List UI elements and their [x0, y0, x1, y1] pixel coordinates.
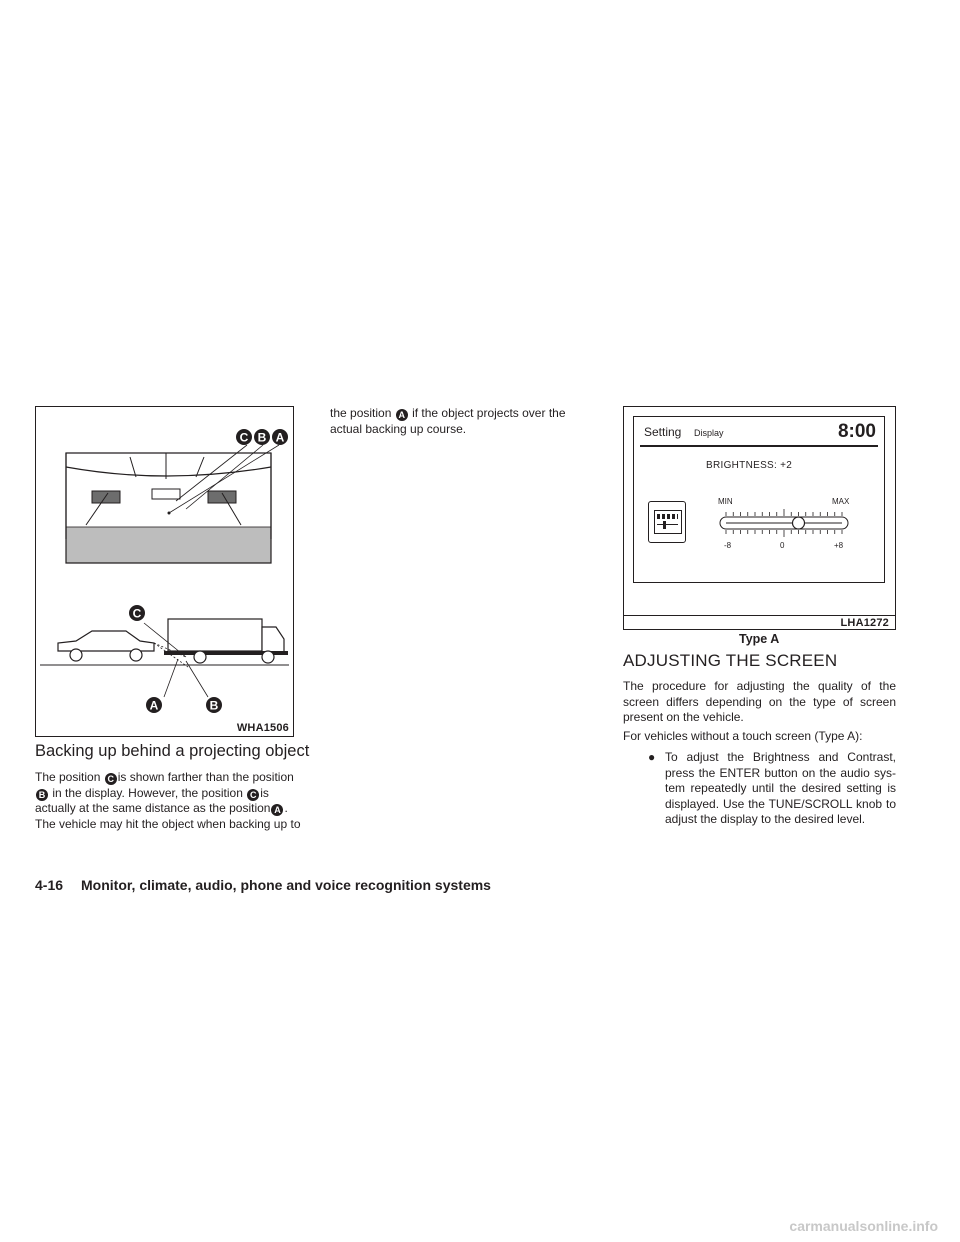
slider-knob[interactable]: [793, 517, 805, 529]
middle-line-1a: the position: [330, 406, 392, 420]
label-b-top: B: [257, 430, 267, 445]
text-line-2b: is: [260, 785, 269, 800]
page-number: 4-16: [35, 877, 64, 893]
screen-clock: 8:00: [837, 421, 876, 442]
min-label: MIN: [718, 497, 733, 506]
scale-max-label: +8: [834, 541, 844, 550]
figure-code-left: WHA1506: [236, 722, 289, 734]
brightness-icon: [648, 501, 686, 543]
screen-title: Setting: [644, 425, 682, 439]
text-line-4: The vehicle may hit the object when backing up to: [35, 816, 301, 831]
section-heading-backing-up: Backing up behind a projecting object: [35, 742, 310, 760]
section-heading-adjusting: ADJUSTING THE SCREEN: [623, 651, 838, 670]
figure-backing-up: [35, 406, 294, 737]
label-a-inline-1: A: [271, 804, 283, 816]
middle-line-1b: if the object projects over the: [412, 406, 566, 420]
label-a-inline-2: A: [396, 409, 408, 421]
figure-bottom-rule: [624, 615, 895, 616]
label-b-inline: B: [36, 789, 48, 801]
text-line-1b: is shown farther than the position: [117, 770, 294, 784]
brightness-label: BRIGHTNESS: +2: [706, 460, 793, 471]
watermark: carmanualsonline.info: [789, 1218, 938, 1234]
label-a-top: A: [275, 430, 285, 445]
text-line-2a: in the display. However, the position: [52, 785, 243, 800]
slider-ticks-top: [726, 509, 842, 516]
label-c-inline-2: C: [247, 789, 259, 801]
backing-up-paragraph: [35, 770, 311, 832]
bullet-symbol: ●: [648, 750, 656, 764]
text-line-1a: The position: [35, 770, 101, 784]
scale-min-label: -8: [724, 541, 732, 550]
screen-header-rule: [640, 445, 878, 447]
screen-subtitle: Display: [694, 428, 724, 438]
figure-code-right: LHA1272: [840, 617, 889, 629]
label-b-side: B: [209, 698, 219, 713]
adjusting-paragraph-1: The procedure for adjusting the quality of the screen differs depending on the type of screen present on the vehicle.: [623, 679, 896, 724]
display-screen: [633, 416, 885, 583]
footer-title: Monitor, climate, audio, phone and voice recognition systems: [81, 877, 491, 893]
bullet-text: To adjust the Brightness and Contrast, press the ENTER button on the audio sys- tem repeatedly until the desired setting is displayed. Use the TUNE/SCROLL knob to adjust the display to the desired level.: [665, 750, 896, 826]
label-c-top: C: [239, 430, 249, 445]
label-a-side: A: [149, 698, 159, 713]
scale-mid-label: 0: [780, 541, 785, 550]
label-c-side: C: [132, 606, 142, 621]
label-c-inline-1: C: [105, 773, 117, 785]
text-line-3a: actually at the same distance as the position: [35, 801, 271, 815]
side-view: [40, 605, 289, 713]
backing-up-illustration: [36, 407, 293, 736]
max-label: MAX: [832, 497, 850, 506]
middle-paragraph: [330, 406, 602, 437]
camera-view: [66, 453, 271, 563]
middle-line-2: actual backing up course.: [330, 421, 467, 436]
figure-caption: Type A: [739, 632, 780, 646]
slider-ticks-bottom: [726, 530, 842, 537]
adjusting-paragraph-2: For vehicles without a touch screen (Type A):: [623, 729, 863, 743]
figure-brightness-screen: [623, 406, 896, 630]
text-line-3b: .: [284, 801, 288, 815]
